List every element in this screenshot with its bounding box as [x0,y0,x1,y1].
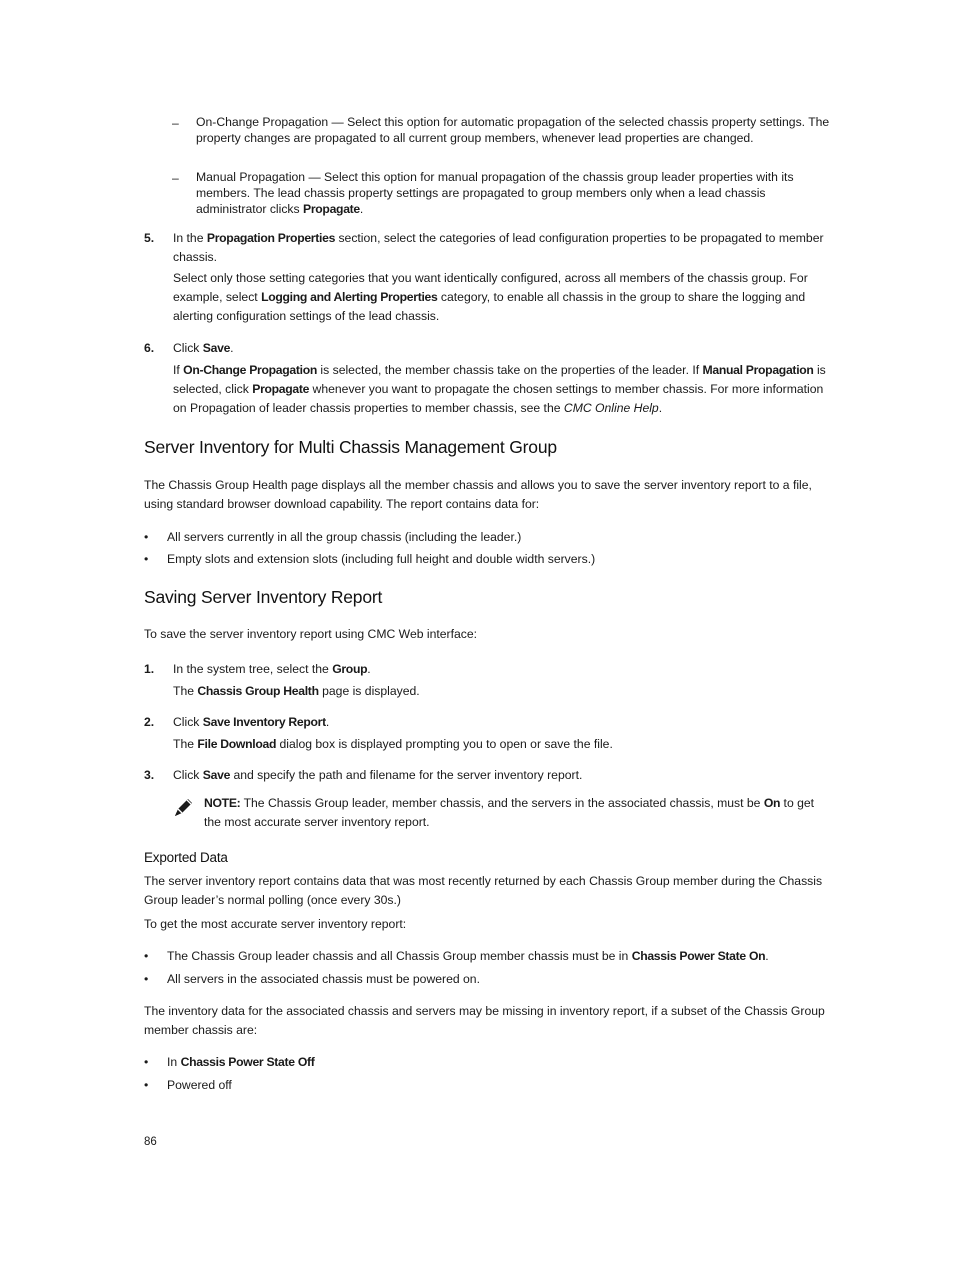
step-number: 6. [144,341,155,355]
paragraph-report-data: The server inventory report contains data that was most recently returned by each Chassis Group member during the Chassis Group leader’s normal polling (once every 30s.) [144,874,823,907]
note-label: NOTE: [204,796,241,810]
section-heading-saving-report: Saving Server Inventory Report [144,587,383,607]
paragraph-accuracy: To get the most accurate server inventory report: [144,917,407,931]
step-number: 3. [144,768,155,782]
step-5: 5. In the Propagation Properties section, select the categories of lead configuration properties to be propagated to member chassis. [144,231,824,264]
step-2: 2. Click Save Inventory Report. [144,713,834,732]
bullet-item: • All servers currently in all the group chassis (including the leader.) [144,528,834,547]
bullet-item: • All servers in the associated chassis must be powered on. [144,970,834,989]
bullet-marker: • [144,972,149,986]
paragraph-missing-data: The inventory data for the associated chassis and servers may be missing in inventory report, if a subset of the Chassis Group member chassis are: [144,1004,825,1037]
bullet-marker: • [144,949,149,963]
step-5-detail: Select only those setting categories that you want identically configured, across all members of the chassis group. For example, select Logging and Alerting Properties category, to enable all chassis in the group to share the logging and alerting configuration settings of the lead chassis. [173,271,808,323]
bullet-marker: • [144,530,149,544]
bullet-marker: • [144,552,149,566]
step-3: 3. Click Save and specify the path and filename for the server inventory report. [144,766,834,785]
note-pencil-icon [173,796,195,818]
propagation-option-manual: – Manual Propagation — Select this option for manual propagation of the chassis group leader properties with its members. The lead chassis property settings are propagated to group members only when a lead chassis administrator clicks Propagate. [172,170,794,216]
bullet-item: • Powered off [144,1076,834,1095]
bullet-marker: • [144,1055,149,1069]
step-number: 5. [144,231,155,245]
option-bold: Propagate [303,202,360,216]
bullet-item: • Empty slots and extension slots (including full height and double width servers.) [144,550,834,569]
propagation-option-on-change [172,114,832,146]
step-number: 1. [144,662,155,676]
section-heading-server-inventory: Server Inventory for Multi Chassis Management Group [144,437,557,457]
note-text: NOTE: The Chassis Group leader, member chassis, and the servers in the associated chassis, must be On to get the most accurate server inventory report. [204,796,815,829]
step-1-detail: The Chassis Group Health page is displayed. [173,684,420,698]
bullet-item: • The Chassis Group leader chassis and all Chassis Group member chassis must be in Chassis Power State On. [144,947,834,966]
bullet-item: • In Chassis Power State Off [144,1053,834,1072]
step-2-detail: The File Download dialog box is displayed prompting you to open or save the file. [173,737,613,751]
paragraph-intro-saving: To save the server inventory report using CMC Web interface: [144,627,478,641]
dash-marker: – [172,171,179,185]
step-1: 1. In the system tree, select the Group. [144,660,834,679]
option-text: On-Change Propagation — Select this option for automatic propagation of the selected chassis property settings. The property changes are propagated to all current group members, whenever lead properties are changed. [196,115,830,145]
step-6-detail: If On-Change Propagation is selected, the member chassis take on the properties of the leader. If Manual Propagation is selected, click Propagate whenever you want to propagate the chosen settings to member chassis. For more information on Propagation of leader chassis properties to member chassis, see the CMC Online Help. [173,363,826,415]
paragraph-chassis-group-health: The Chassis Group Health page displays all the member chassis and allows you to save the server inventory report to a file, using standard browser download capability. The report contains data for: [144,478,812,511]
step-6: 6. Click Save. [144,339,834,358]
subsection-heading-exported-data: Exported Data [144,850,228,865]
page-number: 86 [144,1136,157,1148]
step-number: 2. [144,715,155,729]
bullet-marker: • [144,1078,149,1092]
dash-marker: – [172,116,179,130]
option-text: Manual Propagation — Select this option for manual propagation of the chassis group leader properties with its members. The lead chassis property settings are propagated to group members only when a lead chassis administrator clicks [196,170,794,216]
